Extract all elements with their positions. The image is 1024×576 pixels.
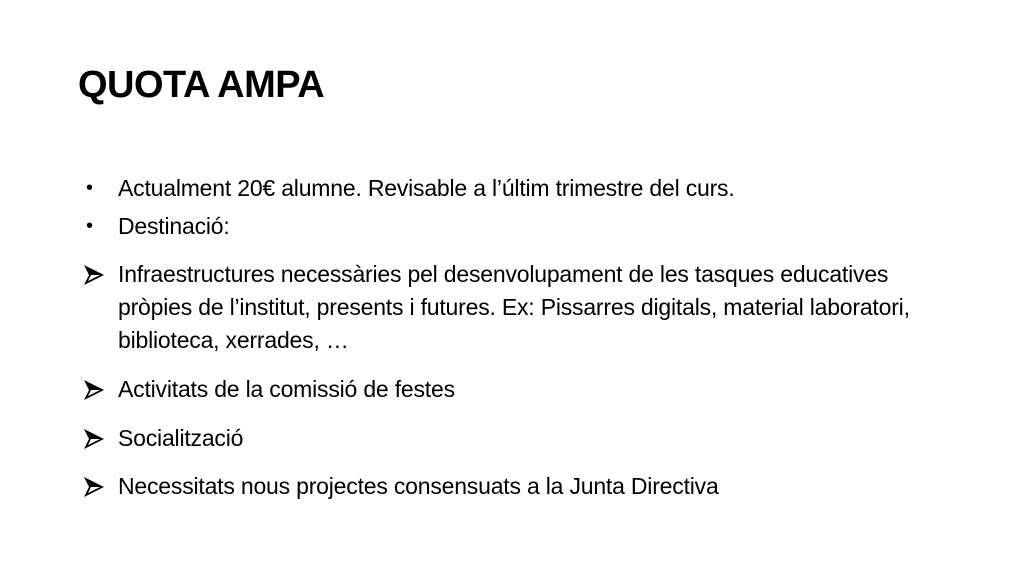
list-item [84,470,934,503]
arrow-bullet-icon [84,470,114,497]
arrow-bullet-icon [84,373,114,400]
list-item [84,422,934,455]
list-item [84,258,924,357]
arrow-bullet-icon [84,422,114,449]
list-item-text: Destinació: [118,213,230,239]
bullet-dot-icon: • [86,215,93,237]
list-item [84,373,934,406]
list-item-text: Activitats de la comissió de festes [118,376,455,402]
list-item-text: Socialització [118,425,244,451]
bullet-dot-icon: • [86,177,93,199]
list-item-text: Infraestructures necessàries pel desenvolupament de les tasques educatives pròpies de l’institut, presents i futures. Ex: Pissarres digitals, material laboratori, biblioteca, xerrades, … [118,261,910,353]
arrow-bullet-icon [84,258,114,285]
list-item-text: Necessitats nous projectes consensuats a la Junta Directiva [118,473,719,499]
list-item [84,172,934,205]
slide-title: QUOTA AMPA [78,64,325,106]
list-item-text: Actualment 20€ alumne. Revisable a l’últim trimestre del curs. [118,175,735,201]
list-item [84,210,934,243]
